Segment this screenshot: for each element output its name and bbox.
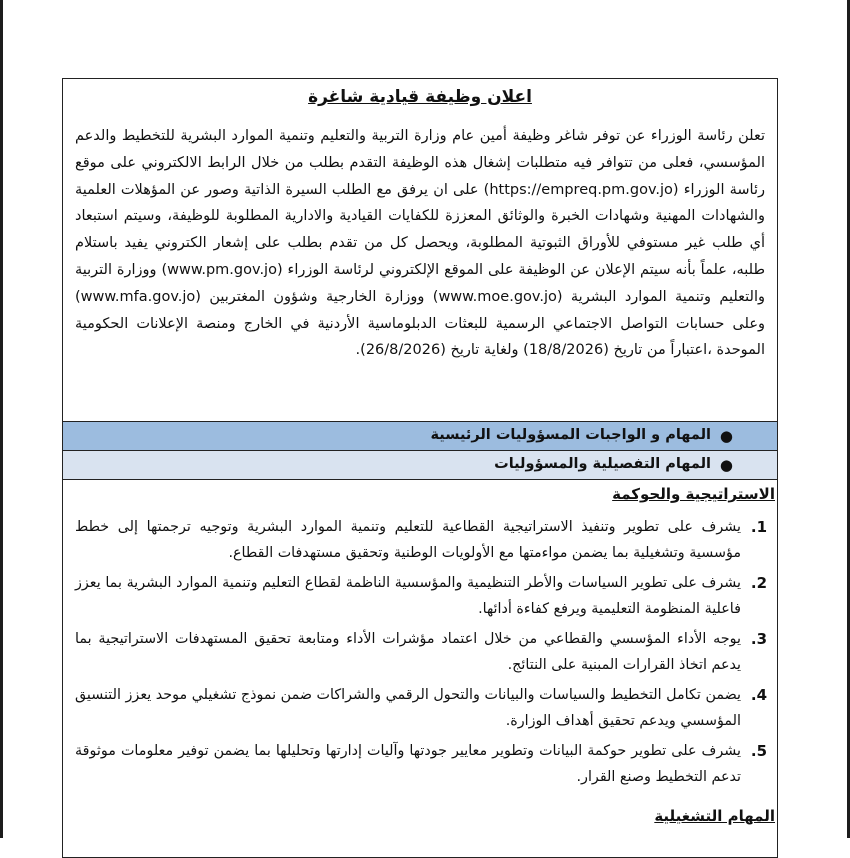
item-number: 5. xyxy=(750,742,767,760)
item-number: 2. xyxy=(750,574,767,592)
band-detailed-duties xyxy=(63,451,777,480)
job-announcement-table xyxy=(62,78,778,858)
list-item xyxy=(75,571,767,622)
item-number: 4. xyxy=(750,686,767,704)
band-detailed-duties-label: المهام التفصيلية والمسؤوليات xyxy=(494,456,711,472)
item-text: يوجه الأداء المؤسسي والقطاعي من خلال اعتماد مؤشرات الأداء ومتابعة تحقيق المستهدفات الاستراتيجية بما يدعم اتخاذ القرارات المبنية على النتائج. xyxy=(75,631,741,673)
list-item xyxy=(75,683,767,734)
bullet-icon: ● xyxy=(719,427,733,445)
section-heading-operations: المهام التشغيلية xyxy=(654,807,775,825)
strategy-duties-list xyxy=(75,515,767,795)
page-left-border xyxy=(0,0,3,838)
section-heading-strategy: الاستراتيجية والحوكمة xyxy=(612,485,775,503)
item-text: يضمن تكامل التخطيط والسياسات والبيانات والتحول الرقمي والشراكات ضمن نموذج تشغيلي موحد يعزز التنسيق المؤسسي ويدعم تحقيق أهداف الوزارة. xyxy=(75,687,741,729)
item-text: يشرف على تطوير وتنفيذ الاستراتيجية القطاعية للتعليم وتنمية الموارد البشرية وتوجيه ترجمتها إلى خطط مؤسسية وتشغيلية بما يضمن مواءمتها مع الأولويات الوطنية وتحقيق مستهدفات القطاع. xyxy=(75,519,741,561)
item-number: 1. xyxy=(750,518,767,536)
item-number: 3. xyxy=(750,630,767,648)
list-item xyxy=(75,515,767,566)
announcement-cell xyxy=(63,79,777,422)
item-text: يشرف على تطوير حوكمة البيانات وتطوير معايير جودتها وآليات إدارتها وتحليلها بما يضمن توفير معلومات موثوقة تدعم التخطيط وصنع القرار. xyxy=(75,743,741,785)
announcement-title: اعلان وظيفة قيادية شاغرة xyxy=(308,87,532,107)
band-main-duties-label: المهام و الواجبات المسؤوليات الرئيسية xyxy=(430,427,711,443)
item-text: يشرف على تطوير السياسات والأطر التنظيمية والمؤسسية الناظمة لقطاع التعليم وتنمية الموارد البشرية بما يعزز فاعلية المنظومة التعليمية ويرفع كفاءة أدائها. xyxy=(75,575,741,617)
band-main-duties xyxy=(63,422,777,451)
list-item xyxy=(75,739,767,790)
list-item xyxy=(75,627,767,678)
announcement-body: تعلن رئاسة الوزراء عن توفر شاغر وظيفة أمين عام وزارة التربية والتعليم وتنمية الموارد البشرية للتخطيط والدعم المؤسسي، فعلى من تتوافر فيه متطلبات إشغال هذه الوظيفة التقدم بطلب من خلال الرابط الالكتروني على موقع رئاسة الوزراء (https://empreq.pm.gov.jo) على ان يرفق مع الطلب السيرة الذاتية وصور عن المؤهلات العلمية والشهادات المهنية وشهادات الخبرة والوثائق المعززة للكفايات القيادية والادارية المطلوبة للوظيفة، وسيتم استبعاد أي طلب غير مستوفي للأوراق الثبوتية المطلوبة، ويحصل كل من تقدم بطلب على إشعار الكتروني يفيد باستلام طلبه، علماً بأنه سيتم الإعلان عن الوظيفة على الموقع الإلكتروني لرئاسة الوزراء (www.pm.gov.jo) ووزارة التربية والتعليم وتنمية الموارد البشرية (www.moe.gov.jo) ووزارة الخارجية وشؤون المغتربين (www.mfa.gov.jo) وعلى حسابات التواصل الاجتماعي الرسمية للبعثات الدبلوماسية الأردنية في الخارج ومنصة الإعلانات الحكومية الموحدة ،اعتباراً من تاريخ (18/8/2026) ولغاية تاريخ (26/8/2026). xyxy=(75,128,766,359)
bullet-icon: ● xyxy=(719,456,733,474)
